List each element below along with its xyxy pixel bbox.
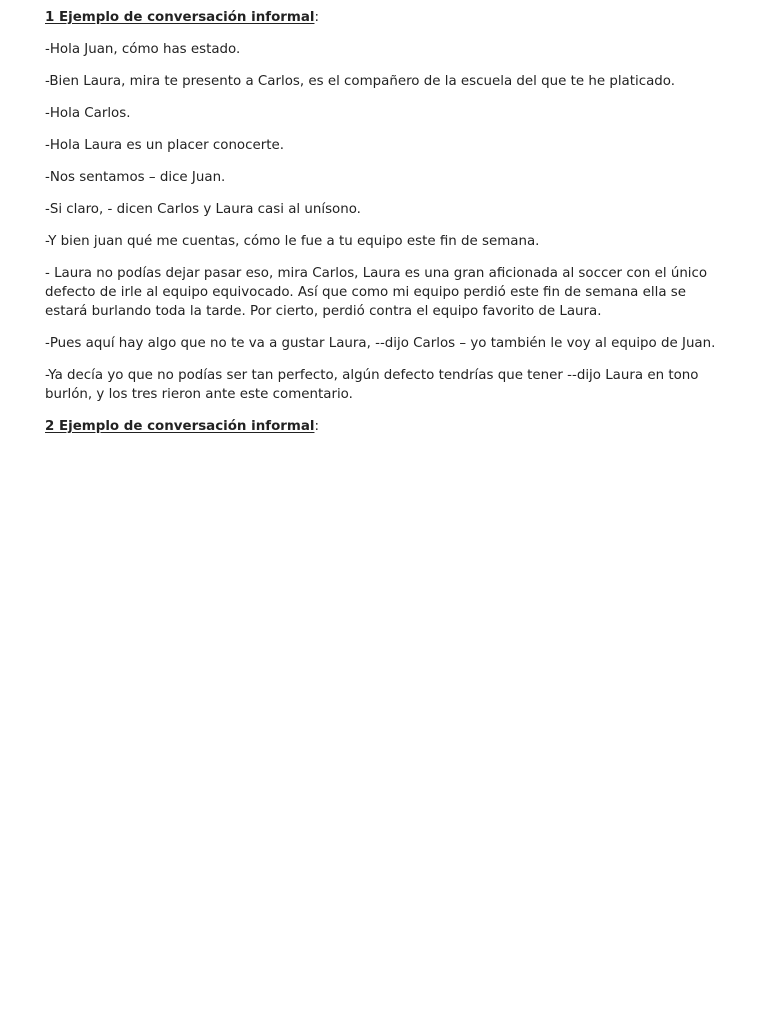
dialogue-line-6: -Si claro, - dicen Carlos y Laura casi al unísono. xyxy=(45,202,361,217)
dialogue-line-7: -Y bien juan qué me cuentas, cómo le fue a tu equipo este fin de semana. xyxy=(45,234,540,249)
dialogue-line-8: - Laura no podías dejar pasar eso, mira Carlos, Laura es una gran aficionada al soccer con el único defecto de irle al equipo equivocado. Así que como mi equipo perdió este fin de semana ella se estará burlando toda la tarde. Por cierto, perdió contra el equipo favorito de Laura. xyxy=(45,266,708,319)
section-heading-2 xyxy=(45,417,725,436)
section-heading-2-colon: : xyxy=(314,419,319,434)
section-heading-1-colon: : xyxy=(314,10,319,25)
dialogue-line-10: -Ya decía yo que no podías ser tan perfecto, algún defecto tendrías que tener --dijo Laura en tono burlón, y los tres rieron ante este comentario. xyxy=(45,368,699,402)
dialogue-line-4: -Hola Laura es un placer conocerte. xyxy=(45,138,284,153)
section-heading-1-title: 1 Ejemplo de conversación informal xyxy=(45,10,315,25)
dialogue-line-2: -Bien Laura, mira te presento a Carlos, es el compañero de la escuela del que te he platicado. xyxy=(45,74,676,89)
dialogue-line-9: -Pues aquí hay algo que no te va a gustar Laura, --dijo Carlos – yo también le voy al equipo de Juan. xyxy=(45,336,716,351)
dialogue-line-1: -Hola Juan, cómo has estado. xyxy=(45,42,241,57)
document-page xyxy=(45,8,725,449)
dialogue-line-3: -Hola Carlos. xyxy=(45,106,131,121)
section-heading-1 xyxy=(45,8,725,27)
section-heading-2-title: 2 Ejemplo de conversación informal xyxy=(45,419,315,434)
dialogue-line-5: -Nos sentamos – dice Juan. xyxy=(45,170,226,185)
